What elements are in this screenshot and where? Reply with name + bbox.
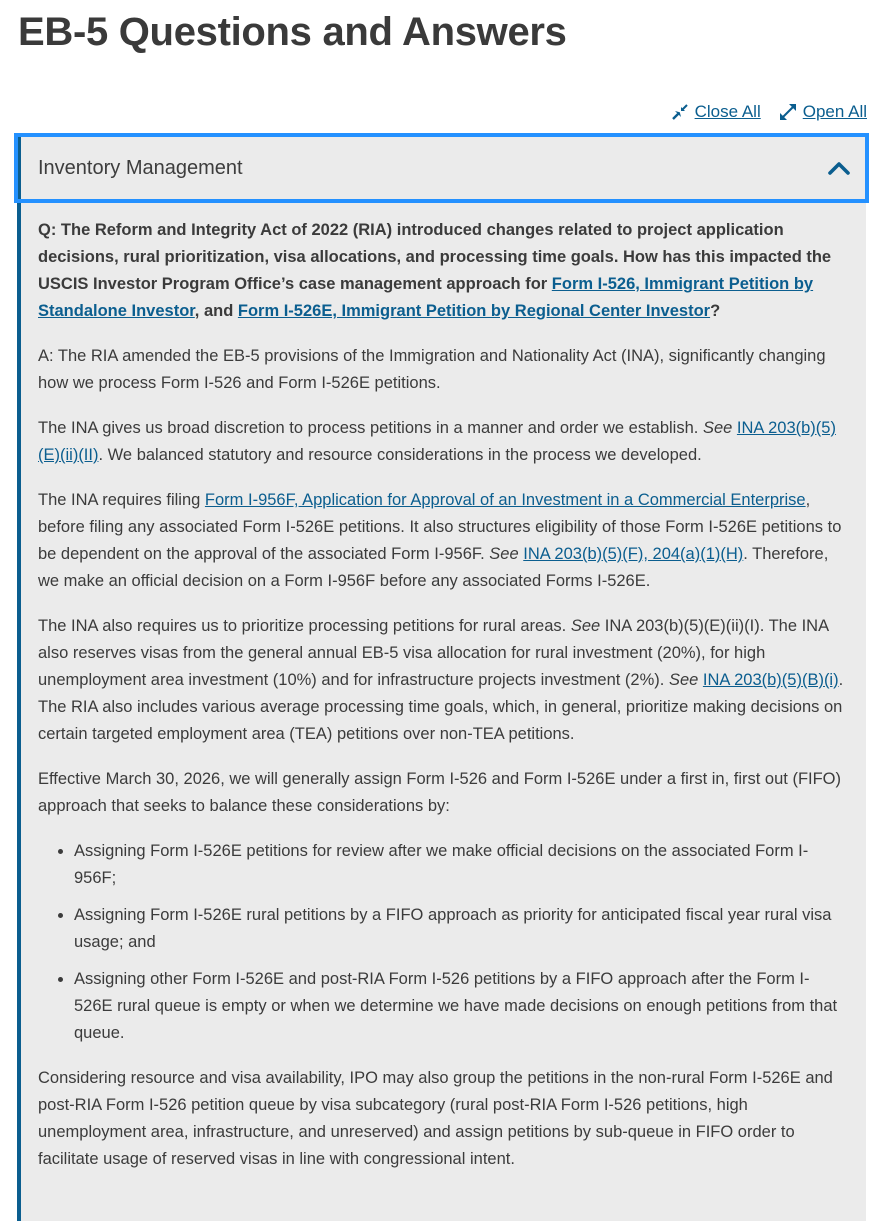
- answer-paragraph-2: [38, 415, 846, 469]
- answer-paragraph-3: [38, 487, 846, 595]
- close-all-label: Close All: [694, 102, 761, 121]
- paragraph-text: . Therefore, we make an official decision on a Form I-956F before any associated Forms I-526E.: [38, 545, 829, 590]
- close-all-button[interactable]: [671, 102, 761, 122]
- paragraph-text: , before filing any associated Form I-526E petitions. It also structures eligibility of those Form I-526E petitions to be dependent on the approval of the associated Form I-956F.: [38, 491, 842, 563]
- expand-arrows-icon: [779, 103, 797, 121]
- question-text: ?: [710, 302, 721, 320]
- answer-paragraph-6: Considering resource and visa availability, IPO may also group the petitions in the non-rural Form I-526E and post-RIA Form I-526 petition queue by visa subcategory (rural post-RIA Form I-526 petitions, high unemployment area, infrastructure, and unreserved) and assign petitions by sub-queue in FIFO order to facilitate usage of reserved visas in line with congressional intent.: [38, 1069, 833, 1168]
- question-text: Q: The Reform and Integrity Act of 2022 (RIA) introduced changes related to project application decisions, rural prioritization, visa allocations, and processing time goals. How has this impacted the USCIS Investor Program Office’s case management approach for: [38, 221, 832, 293]
- accordion-toggle-bar: [671, 102, 867, 122]
- list-item: • Assigning Form I-526E petitions for review after we make official decisions on the associated Form I-956F;: [74, 838, 846, 892]
- answer-paragraph-4: [38, 613, 846, 748]
- question: [38, 217, 846, 325]
- paragraph-text: INA 203(b)(5)(E)(ii)(I). The INA also reserves visas from the general annual EB-5 visa allocation for rural investment (20%), for high unemployment area investment (10%) and for infrastructure projects investment (2%).: [38, 617, 829, 689]
- ina-203-b5-b-i-link[interactable]: INA 203(b)(5)(B)(i): [702, 671, 839, 689]
- ina-203-b5-f-link[interactable]: INA 203(b)(5)(F), 204(a)(1)(H): [523, 545, 744, 563]
- open-all-button[interactable]: [779, 102, 867, 122]
- form-i526-link[interactable]: Form I-526, Immigrant Petition by Standalone Investor: [38, 275, 814, 320]
- paragraph-text: The INA gives us broad discretion to process petitions in a manner and order we establish.: [38, 419, 703, 437]
- list-item: • Assigning Form I-526E rural petitions by a FIFO approach as priority for anticipated fiscal year rural visa usage; and: [74, 902, 846, 956]
- list-item: • Assigning other Form I-526E and post-RIA Form I-526 petitions by a FIFO approach after the Form I-526E rural queue is empty or when we determine we have made decisions on enough petitions from that queue.: [74, 966, 846, 1047]
- form-i526e-link[interactable]: Form I-526E, Immigrant Petition by Regional Center Investor: [237, 302, 711, 320]
- form-i956f-link[interactable]: Form I-956F, Application for Approval of an Investment in a Commercial Enterprise: [204, 491, 806, 509]
- answer-paragraph-1: A: The RIA amended the EB-5 provisions of the Immigration and Nationality Act (INA), significantly changing how we process Form I-526 and Form I-526E petitions.: [38, 347, 826, 392]
- ina-203-b5-e-ii-ii-link[interactable]: INA 203(b)(5)(E)(ii)(II): [38, 419, 836, 464]
- paragraph-text: The INA requires filing: [38, 491, 205, 509]
- answer-paragraph-5: Effective March 30, 2026, we will generally assign Form I-526 and Form I-526E under a first in, first out (FIFO) approach that seeks to balance these considerations by:: [38, 770, 842, 815]
- paragraph-text: . We balanced statutory and resource considerations in the process we developed.: [98, 446, 702, 464]
- assignment-list: [38, 838, 846, 1047]
- paragraph-text: The INA also requires us to prioritize processing petitions for rural areas.: [38, 617, 571, 635]
- accordion-title: Inventory Management: [38, 156, 243, 179]
- see-text: See: [668, 671, 699, 689]
- accordion-body: [17, 203, 866, 1221]
- page-title: EB-5 Questions and Answers: [18, 10, 567, 54]
- chevron-up-icon: [827, 156, 851, 180]
- accordion-inventory-management: [14, 133, 869, 1221]
- accordion-header[interactable]: [14, 133, 869, 203]
- see-text: See: [489, 545, 519, 563]
- see-text: See: [570, 617, 601, 635]
- collapse-arrows-icon: [671, 103, 689, 121]
- question-text: , and: [194, 302, 238, 320]
- see-text: See: [702, 419, 733, 437]
- open-all-label: Open All: [802, 102, 867, 121]
- paragraph-text: . The RIA also includes various average processing time goals, which, in general, prioritize making decisions on certain targeted employment area (TEA) petitions over non-TEA petitions.: [38, 671, 844, 743]
